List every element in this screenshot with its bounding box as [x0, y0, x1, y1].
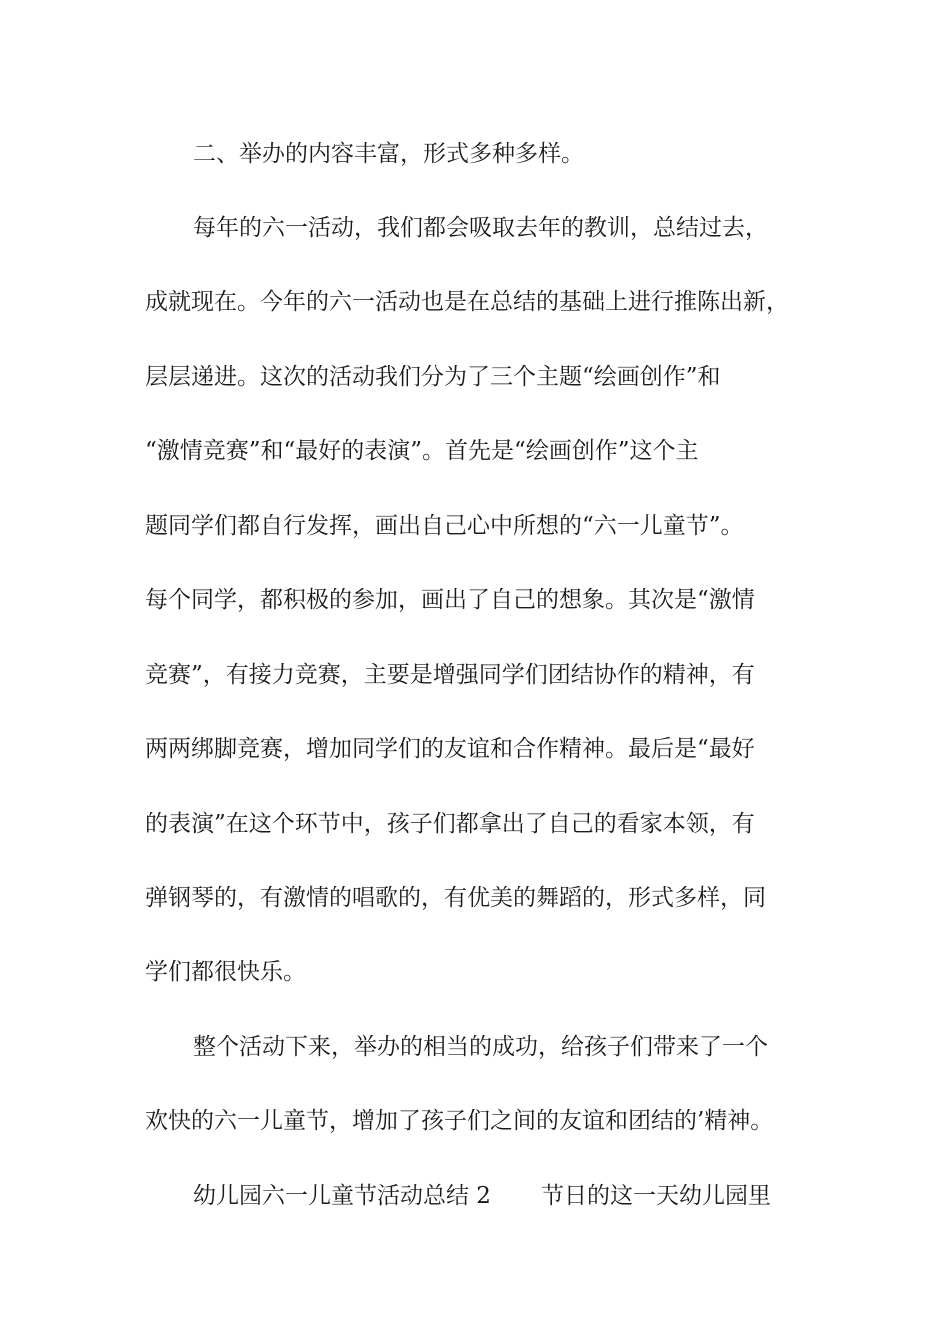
paragraph-line: “激情竞赛”和“最好的表演”。首先是“绘画创作”这个主: [145, 438, 699, 464]
paragraph-line: 学们都很快乐。: [145, 959, 306, 985]
paragraph-line: 的表演”在这个环节中，孩子们都拿出了自己的看家本领，有: [145, 811, 755, 837]
paragraph-line: 两两绑脚竞赛，增加同学们的友谊和合作精神。最后是“最好: [145, 736, 755, 762]
section-start-text: 节日的这一天幼儿园里: [540, 1183, 771, 1209]
section-heading-line: [193, 1181, 883, 1211]
section-heading: 幼儿园六一儿童节活动总结 2: [193, 1183, 491, 1209]
paragraph-line: 层层递进。这次的活动我们分为了三个主题“绘画创作”和: [145, 364, 721, 390]
paragraph-line: 题同学们都自行发挥，画出自己心中所想的“六一儿童节”。: [145, 513, 744, 539]
paragraph-line: 弹钢琴的，有激情的唱歌的，有优美的舞蹈的，形式多样，同: [145, 885, 766, 911]
paragraph-line: 每年的六一活动，我们都会吸取去年的教训，总结过去，: [193, 215, 768, 241]
paragraph-line: 二、举办的内容丰富，形式多种多样。: [193, 141, 584, 167]
paragraph-line: 欢快的六一儿童节，增加了孩子们之间的友谊和团结的’精神。: [145, 1108, 774, 1134]
paragraph-line: 整个活动下来，举办的相当的成功，给孩子们带来了一个: [193, 1034, 768, 1060]
paragraph-line: 每个同学，都积极的参加，画出了自己的想象。其次是“激情: [145, 587, 755, 613]
paragraph-line: 竞赛”，有接力竞赛，主要是增强同学们团结协作的精神，有: [145, 662, 755, 688]
paragraph-line: 成就现在。今年的六一活动也是在总结的基础上进行推陈出新，: [145, 289, 789, 315]
